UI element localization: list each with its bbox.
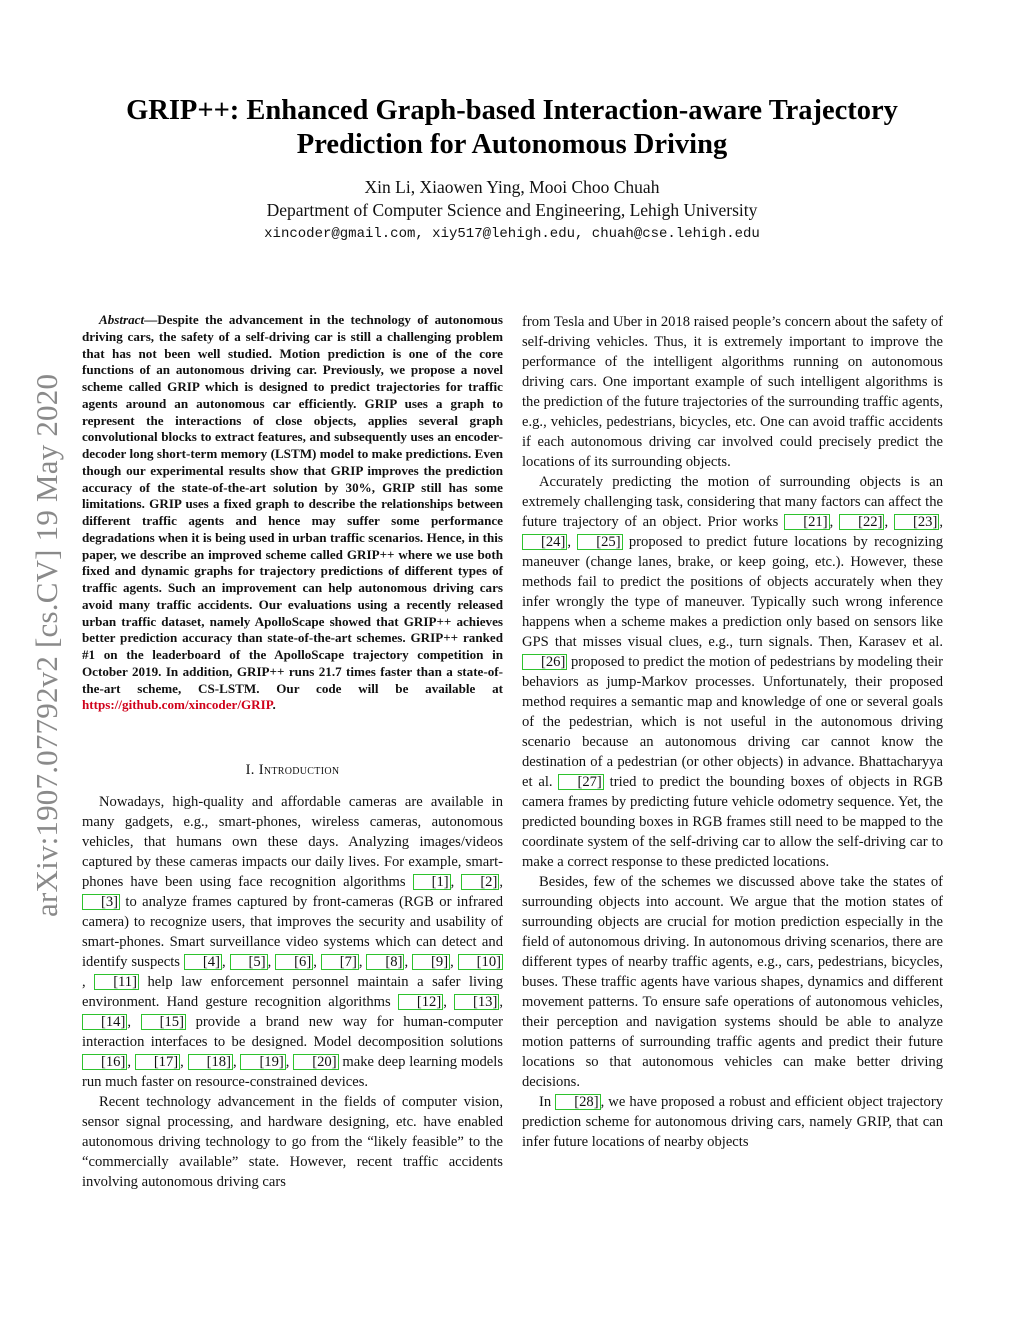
right-paragraph-4 [522, 1092, 943, 1152]
author-emails: xincoder@gmail.com, xiy517@lehigh.edu, chuah@cse.lehigh.edu [264, 226, 760, 242]
citation-link[interactable]: [13] [454, 994, 499, 1010]
citation-link[interactable]: [5] [230, 954, 268, 970]
citation-link[interactable]: [18] [188, 1054, 233, 1070]
right-paragraph-3: Besides, few of the schemes we discussed above take the states of surrounding objects into account. We argue that the motion states of surrounding objects are crucial for motion prediction especially in the field of autonomous driving. In autonomous driving scenarios, there are different types of nearby traffic agents, e.g., cars, pedestrians, bicycles, buses. These traffic agents have various shapes, dynamics and different movement patterns. To ensure safe operations of autonomous vehicles, their perception and navigation systems should be able to analyze motion patterns of surrounding traffic agents and predict their future locations so that autonomous vehicles can make better driving decisions. [522, 874, 943, 1090]
paragraph-text: , [499, 994, 503, 1010]
citation-link[interactable]: [2] [461, 874, 499, 890]
paragraph-text: make deep learning models run much faster on resource-constrained devices. [82, 1054, 504, 1090]
paragraph-text: , [450, 954, 458, 970]
citation-link[interactable]: [24] [522, 534, 567, 550]
paragraph-text: to analyze frames captured by front-cameras (RGB or infrared camera) to recognize users, that improves the security and usability of smart-phones. Smart surveillance video systems which can detect and identify suspects [82, 894, 503, 970]
paragraph-text: Accurately predicting the motion of surrounding objects is an extremely challenging task, considering that many factors can affect the future trajectory of an object. Prior works [522, 474, 943, 530]
section-heading-introduction [82, 760, 503, 780]
citation-link[interactable]: [15] [141, 1014, 186, 1030]
citation-link[interactable]: [10] [458, 954, 503, 970]
affiliation: Department of Computer Science and Engineering, Lehigh University [266, 200, 758, 220]
paragraph-text: , [499, 874, 503, 890]
citation-link[interactable]: [25] [577, 534, 622, 550]
paragraph-text: , we have proposed a robust and efficient object trajectory prediction scheme for autonomous driving cars, namely GRIP, that can infer future locations of nearby objects [522, 1094, 944, 1150]
paragraph-text: , [127, 1014, 141, 1030]
paragraph-text: , [939, 514, 943, 530]
paragraph-text: , [180, 1054, 188, 1070]
paragraph-text: Nowadays, high-quality and affordable cameras are available in many gadgets, e.g., smart-phones, wireless cameras, autonomous vehicles, that humans own these days. Analyzing images/videos captured by these cameras impacts our daily lives. For example, smart-phones have been using face recognition algorithms [82, 794, 503, 890]
abstract-dash: — [144, 312, 158, 327]
citation-link[interactable]: [9] [412, 954, 450, 970]
citation-link[interactable]: [3] [82, 894, 120, 910]
right-column [522, 312, 943, 1152]
paragraph-text: proposed to predict future locations by recognizing maneuver (change lanes, brake, or keep going, etc.). However, these methods fail to predict the positions of objects accurately when they infer wrongly the type of maneuver. Typically such wrong inference happens when a scheme makes a prediction only based on sensors like GPS that misses visual clues, e.g., turn signals. Then, Karasev et al. [522, 534, 943, 650]
paragraph-text: provide a brand new way for human-computer interaction interfaces to be designed. Model decomposition solutions [82, 1014, 503, 1050]
citation-link[interactable]: [23] [894, 514, 939, 530]
right-paragraph-2 [522, 472, 943, 872]
section-numeral: I. [245, 762, 259, 778]
citation-link[interactable]: [8] [366, 954, 404, 970]
abstract [82, 312, 503, 714]
intro-paragraph-1 [82, 792, 503, 1092]
paragraph-text: , [567, 534, 578, 550]
abstract-end: . [272, 697, 276, 713]
intro-paragraph-2: Recent technology advancement in the fields of computer vision, sensor signal processing, and hardware designing, etc. have enabled autonomous driving technology to go from the “likely feasible” to the “commercially available” state. However, recent traffic accidents involving autonomous driving cars [82, 1094, 503, 1190]
citation-link[interactable]: [7] [321, 954, 359, 970]
paragraph-text: , [358, 954, 367, 970]
citation-link[interactable]: [21] [784, 514, 829, 530]
citation-link[interactable]: [4] [184, 954, 222, 970]
abstract-body: Despite the advancement in the technology of autonomous driving cars, the safety of a self-driving car is still a challenging problem that has not been well studied. Motion prediction is one of the core functions of an autonomous driving car. Previously, we propose a novel scheme called GRIP which is designed to predict trajectories for traffic agents around an autonomous car efficiently. GRIP uses a graph to represent the interactions of close objects, applies several graph convolutional blocks to extract features, and subsequently uses an encoder-decoder long short-term memory (LSTM) model to make predictions. Even though our experimental results show that GRIP improves the prediction accuracy of the state-of-the-art solution by 30%, GRIP still has some limitations. GRIP uses a fixed graph to describe the relationships between different traffic agents and hence may suffer some performance degradations when it is being used in urban traffic scenarios. Hence, in this paper, we describe an improved scheme called GRIP++ where we use both fixed and dynamic graphs for trajectory predictions of different types of traffic agents. Such an improvement can help autonomous driving cars avoid many traffic accidents. Our evaluations using a recently released urban traffic dataset, namely ApolloScape showed that GRIP++ achieves better prediction accuracy than state-of-the-art schemes. GRIP++ ranked #1 on the leaderboard of the ApolloScape trajectory competition in October 2019. In addition, GRIP++ runs 21.7 times faster than a state-of-the-art scheme, CS-LSTM. Our code will be available at [82, 312, 503, 696]
citation-link[interactable]: [26] [522, 654, 567, 670]
citation-link[interactable]: [16] [82, 1054, 127, 1070]
citation-link[interactable]: [28] [555, 1094, 600, 1110]
paragraph-text: , [267, 954, 276, 970]
paragraph-text: , [404, 954, 413, 970]
paragraph-text: In [539, 1094, 556, 1110]
title-line-1: GRIP++: Enhanced Graph-based Interaction-aware Trajectory [126, 95, 898, 126]
paragraph-text: proposed to predict the motion of pedestrians by modeling their behaviors as jump-Markov processes. Unfortunately, their proposed method requires a semantic map and knowledge of one or several goals of the pedestrian, which is not useful in the autonomous driving scenario because an autonomous driving car cannot know the destination of a pedestrian (or other objects) in advance. Bhattacharyya et al. [522, 654, 943, 790]
paragraph-text: , [313, 954, 321, 970]
citation-link[interactable]: [6] [275, 954, 313, 970]
paragraph-text: , [443, 994, 455, 1010]
paragraph-text: , [232, 1054, 241, 1070]
citation-link[interactable]: [19] [240, 1054, 285, 1070]
citation-link[interactable]: [27] [558, 774, 603, 790]
arxiv-sidebar-stamp: arXiv:1907.07792v2 [cs.CV] 19 May 2020 [29, 373, 64, 917]
abstract-label: Abstract [99, 312, 145, 327]
paragraph-text: , [285, 1054, 294, 1070]
paragraph-text: , [450, 874, 462, 890]
paragraph-text: , [221, 954, 230, 970]
paragraph-text: , [884, 514, 895, 530]
citation-link[interactable]: [14] [82, 1014, 127, 1030]
paragraph-text: , [82, 974, 95, 990]
author-list: Xin Li, Xiaowen Ying, Mooi Choo Chuah [364, 177, 660, 197]
citation-link[interactable]: [22] [839, 514, 884, 530]
paper-title [100, 94, 924, 162]
code-link[interactable]: https://github.com/xincoder/GRIP [82, 697, 273, 713]
paragraph-text: tried to predict the bounding boxes of objects in RGB camera frames by predicting future vehicle odometry sequence. Yet, the predicted bounding boxes in RGB frames still need to be mapped to the coordinate system of the self-driving car to allow the self-driving car to make a correct response to these predicted locations. [522, 774, 943, 870]
title-line-2: Prediction for Autonomous Driving [296, 129, 728, 160]
right-paragraph-1: from Tesla and Uber in 2018 raised people’s concern about the safety of self-driving vehicles. Thus, it is extremely important to improve the performance of the intelligent algorithms running on autonomous driving cars. One important example of such intelligent algorithms is the prediction of the future trajectories of the surrounding traffic agents, e.g., vehicles, pedestrians, bicycles, etc. One can avoid traffic accidents if each autonomous driving car involved could precisely predict the locations of its surrounding objects. [522, 314, 943, 470]
paragraph-text: , [829, 514, 840, 530]
citation-link[interactable]: [1] [413, 874, 451, 890]
paragraph-text: , [127, 1054, 135, 1070]
left-column [82, 312, 503, 1192]
section-title: Introduction [258, 762, 340, 778]
citation-link[interactable]: [12] [398, 994, 443, 1010]
paragraph-text: help law enforcement personnel maintain a safer living environment. Hand gesture recognition algorithms [82, 974, 504, 1010]
citation-link[interactable]: [11] [94, 974, 139, 990]
citation-link[interactable]: [20] [293, 1054, 338, 1070]
citation-link[interactable]: [17] [135, 1054, 180, 1070]
